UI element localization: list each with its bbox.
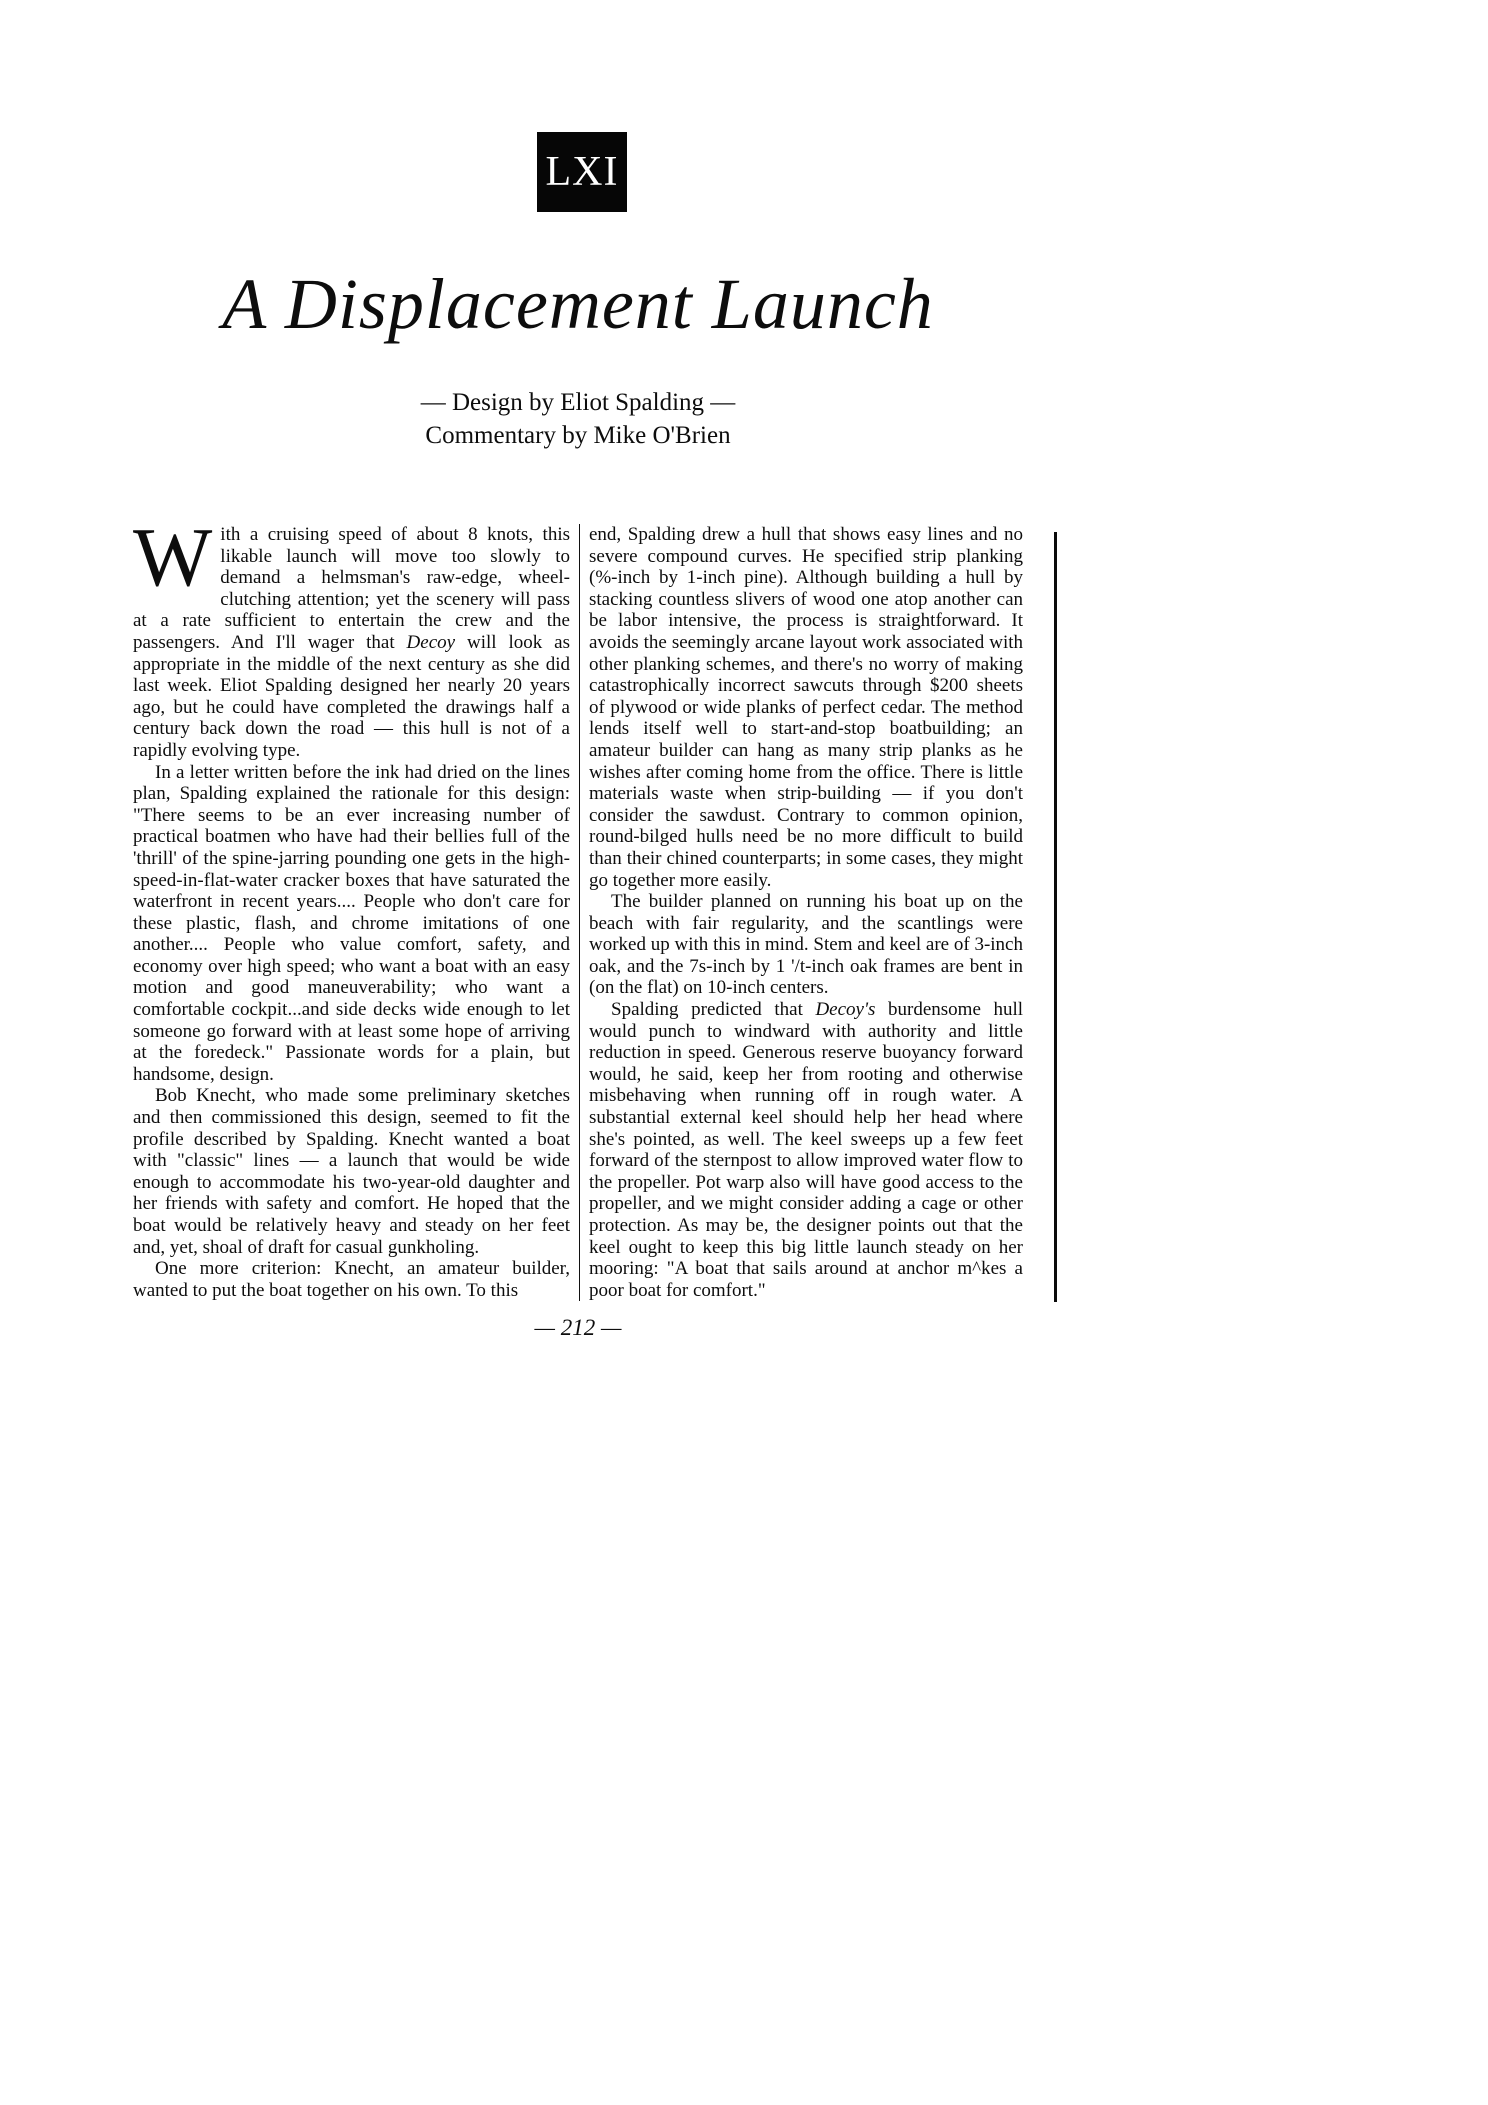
text-run: end, Spalding drew a hull that shows easy lines and no severe compound curves. He specified strip planking (%-inch by 1-inch pine). Although building a hull by stacking countless slivers of wood one atop another can be labor intensive, the process is straightforward. It avoids the seemingly arcane layout work associated with other planking schemes, and there's no worry of making catastrophically incorrect sawcuts through $200 sheets of plywood or wide planks of perfect cedar. The method lends itself well to start-and-stop boatbuilding; an amateur builder can hang as many strip planks as he wishes after coming home from the office. There is little materials waste when strip-building — if you don't consider the sawdust. Contrary to common opinion, round-bilged hulls need be no more difficult to build than their chined counterparts; in some cases, they might go together more easily. <box>589 524 1023 891</box>
paragraph <box>133 762 570 1086</box>
text-run: will look as appropriate in the middle of the next century as she did last week. Eliot Spalding designed her nearly 20 years ago, but he could have completed the drawings half a century back down the road — this hull is not of a rapidly evolving type. <box>133 631 570 761</box>
italic-text-run: Decoy <box>406 631 456 653</box>
text-run: In a letter written before the ink had dried on the lines plan, Spalding explained the rationale for this design: "There seems to be an ever increasing number of practical boatmen who have had their bellies full of the 'thrill' of the spine-jarring pounding one gets in the high-speed-in-flat-water cracker boxes that have saturated the waterfront in recent years.... People who don't care for these plastic, flash, and chrome imitations of one another.... People who value comfort, safety, and economy over high speed; who want a boat with an easy motion and good maneuverability; who want a comfortable cockpit...and side decks wide enough to let someone go forward with at least some hope of arriving at the foredeck." Passionate words for a plain, but handsome, design. <box>133 761 570 1085</box>
text-run: One more criterion: Knecht, an amateur builder, wanted to put the boat together on his own. To this <box>133 1258 570 1301</box>
page-content <box>133 0 1023 1341</box>
text-run: Bob Knecht, who made some preliminary sketches and then commissioned this design, seemed to fit the profile described by Spalding. Knecht wanted a boat with "classic" lines — a launch that would be wide enough to accommodate his two-year-old daughter and her friends with safety and comfort. He hoped that the boat would be relatively heavy and steady on her feet and, yet, shoal of draft for casual gunkholing. <box>133 1085 570 1258</box>
byline-commentary: Commentary by Mike O'Brien <box>425 422 731 449</box>
text-columns <box>133 511 1023 1301</box>
column-divider <box>579 524 580 1301</box>
paragraph <box>589 999 1023 1301</box>
article-title: A Displacement Launch <box>222 264 934 344</box>
left-column <box>133 511 570 1301</box>
paragraph <box>589 891 1023 999</box>
text-run: burdensome hull would punch to windward with authority and little reduction in speed. Generous reserve buoyancy forward would, he said, keep her from rooting and otherwise misbehaving when running off in rough water. A substantial external keel should help her head where she's pointed, as well. The keel sweeps up a few feet forward of the sternpost to allow improved water flow to the propeller. Pot warp also will have good access to the propeller, and we might consider adding a cage or other protection. As may be, the designer points out that the keel ought to keep this big little launch steady on her mooring: "A boat that sails around at anchor m^kes a poor boat for comfort." <box>589 999 1023 1301</box>
paragraph <box>133 1085 570 1258</box>
drop-cap: W <box>133 511 213 604</box>
byline-design: — Design by Eliot Spalding — <box>420 389 736 416</box>
page-edge-rule <box>1054 532 1057 1302</box>
page-number: — 212 — <box>534 1315 622 1341</box>
paragraph <box>133 1258 570 1301</box>
right-column <box>589 524 1023 1301</box>
text-run: ith a cruising speed of about 8 knots, this likable launch will move too slowly to demand a helmsman's raw-edge, wheel-clutching attention; yet the scenery will pass at a rate sufficient to entertain the crew and the passengers. And I'll wager that <box>133 524 570 653</box>
paragraph <box>589 524 1023 891</box>
text-run: The builder planned on running his boat up on the beach with fair regularity, and the scantlings were worked up with this in mind. Stem and keel are of 3-inch oak, and the 7s-inch by 1 '/t-inch oak frames are bent in (on the flat) on 10-inch centers. <box>589 891 1023 999</box>
chapter-number: LXI <box>545 149 619 195</box>
text-run: Spalding predicted that <box>611 999 816 1021</box>
italic-text-run: Decoy's <box>815 999 876 1021</box>
byline <box>133 386 1023 452</box>
paragraph <box>133 511 570 762</box>
